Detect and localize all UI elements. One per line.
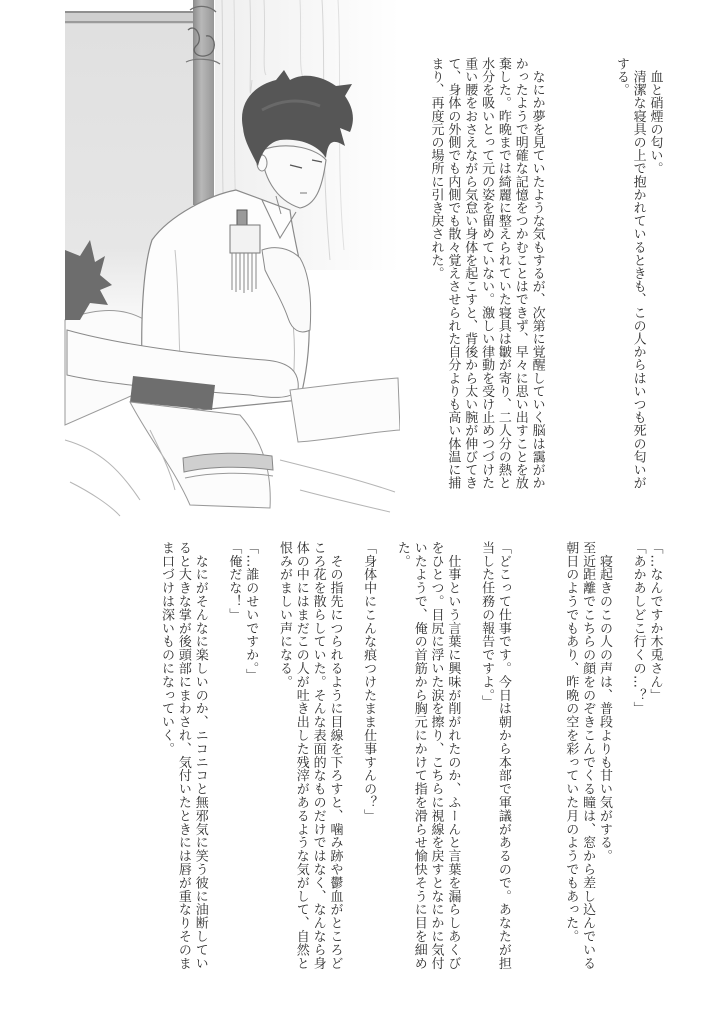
bottom-text-block [157, 541, 662, 973]
text-column: 至近距離でこちらの顔をのぞきこんでくる瞳は、窓から差し込んでいる [580, 541, 596, 970]
text-column: 朝日のようでもあり、昨晩の空を彩っていた月のようでもあった。 [563, 541, 579, 943]
text-column: をひとつ。目尻に浮いた涙を擦り、こちらに視線を戻すとなにかに気付 [428, 541, 444, 970]
blank-column [612, 541, 629, 973]
illustration [60, 0, 400, 520]
blank-column [578, 57, 595, 493]
blank-column [545, 57, 562, 493]
blank-column [342, 541, 359, 973]
text-column: ると大きな掌が後頭部にまわされ、気付いたときには唇が重なりそのま [175, 541, 191, 970]
text-column: ま口づけは深いものになっていく。 [159, 541, 175, 756]
text-column: かったようで明確な記憶をつかむことはできず、早々に思い出すことを放 [512, 57, 528, 490]
blank-column [208, 541, 225, 973]
text-column: 恨みがましい声になる。 [276, 541, 292, 689]
blank-column [460, 541, 477, 973]
text-column: 血と硝煙の匂い。 [647, 57, 663, 175]
blank-column [376, 541, 393, 973]
dialogue-column: 「俺だな！」 [226, 541, 242, 622]
text-column: なにがそんなに楽しいのか、ニコニコと無邪気に笑う彼に油断してい [192, 541, 208, 970]
text-column: 体の中にはまだこの人が吐き出した残滓があるような気がして、自然と [293, 541, 309, 970]
blank-column [545, 541, 562, 973]
text-column: 水分を吸いとって元の姿を留めていない。激しい律動を受け止めつづけた [479, 57, 495, 490]
blank-column [528, 541, 545, 973]
text-column: 棄した。昨晩までは綺麗に整えられていた寝具は皺が寄り、二人分の熱と [495, 57, 511, 490]
dialogue-column: 当した任務の報告ですよ。」 [479, 541, 495, 709]
right-leg [290, 378, 400, 442]
text-column: まり、再度元の場所に引き戻された。 [428, 57, 444, 280]
text-column: 仕事という言葉に興味が削がれたのか、ふーんと言葉を漏らしあくび [445, 541, 461, 970]
dialogue-column: 「身体中にこんな痕つけたまま仕事すんの？」 [361, 541, 377, 823]
text-column: ころ花を散らしていた。そんな表面的なものだけではなく、なんなら身 [310, 541, 326, 970]
blank-column [561, 57, 578, 493]
text-column: 清潔な寝具の上で抱かれているときも、この人からはいつも死の匂いが [630, 57, 646, 490]
dialogue-column: 「…誰のせいですか。」 [243, 541, 259, 682]
blank-column [595, 57, 612, 493]
text-column: て、身体の外側でも内側でも散々覚えさせられた自分よりも高い体温に捕 [445, 57, 461, 490]
text-column: 寝起きのこの人の声は、普段よりも甘い気がする。 [596, 541, 612, 863]
dialogue-column: 「どこって仕事です。今日は朝から本部で軍議があるので。あなたが担 [495, 541, 511, 970]
text-column: その指先につられるように目線を下ろすと、噛み跡や鬱血がところど [327, 541, 343, 970]
text-column: する。 [613, 57, 629, 97]
text-column: なにか夢を見ていたような気もするが、次第に覚醒していく脳は靄がか [529, 57, 545, 490]
dialogue-column: 「…なんですか木兎さん」 [647, 541, 663, 702]
text-column: 重い腰をおさえながら気怠い身体を起こすと、背後から太い腕が伸びてき [462, 57, 478, 490]
text-column: いたようで、俺の首筋から胸元にかけて指を滑らせ愉快そうに目を細め [411, 541, 427, 970]
blank-column [258, 541, 275, 973]
dialogue-column: 「あかあしどこ行くの…？」 [630, 541, 646, 716]
blank-column [511, 541, 528, 973]
text-column: た。 [394, 541, 410, 568]
window-frame [65, 11, 193, 24]
top-text-block [427, 57, 663, 493]
